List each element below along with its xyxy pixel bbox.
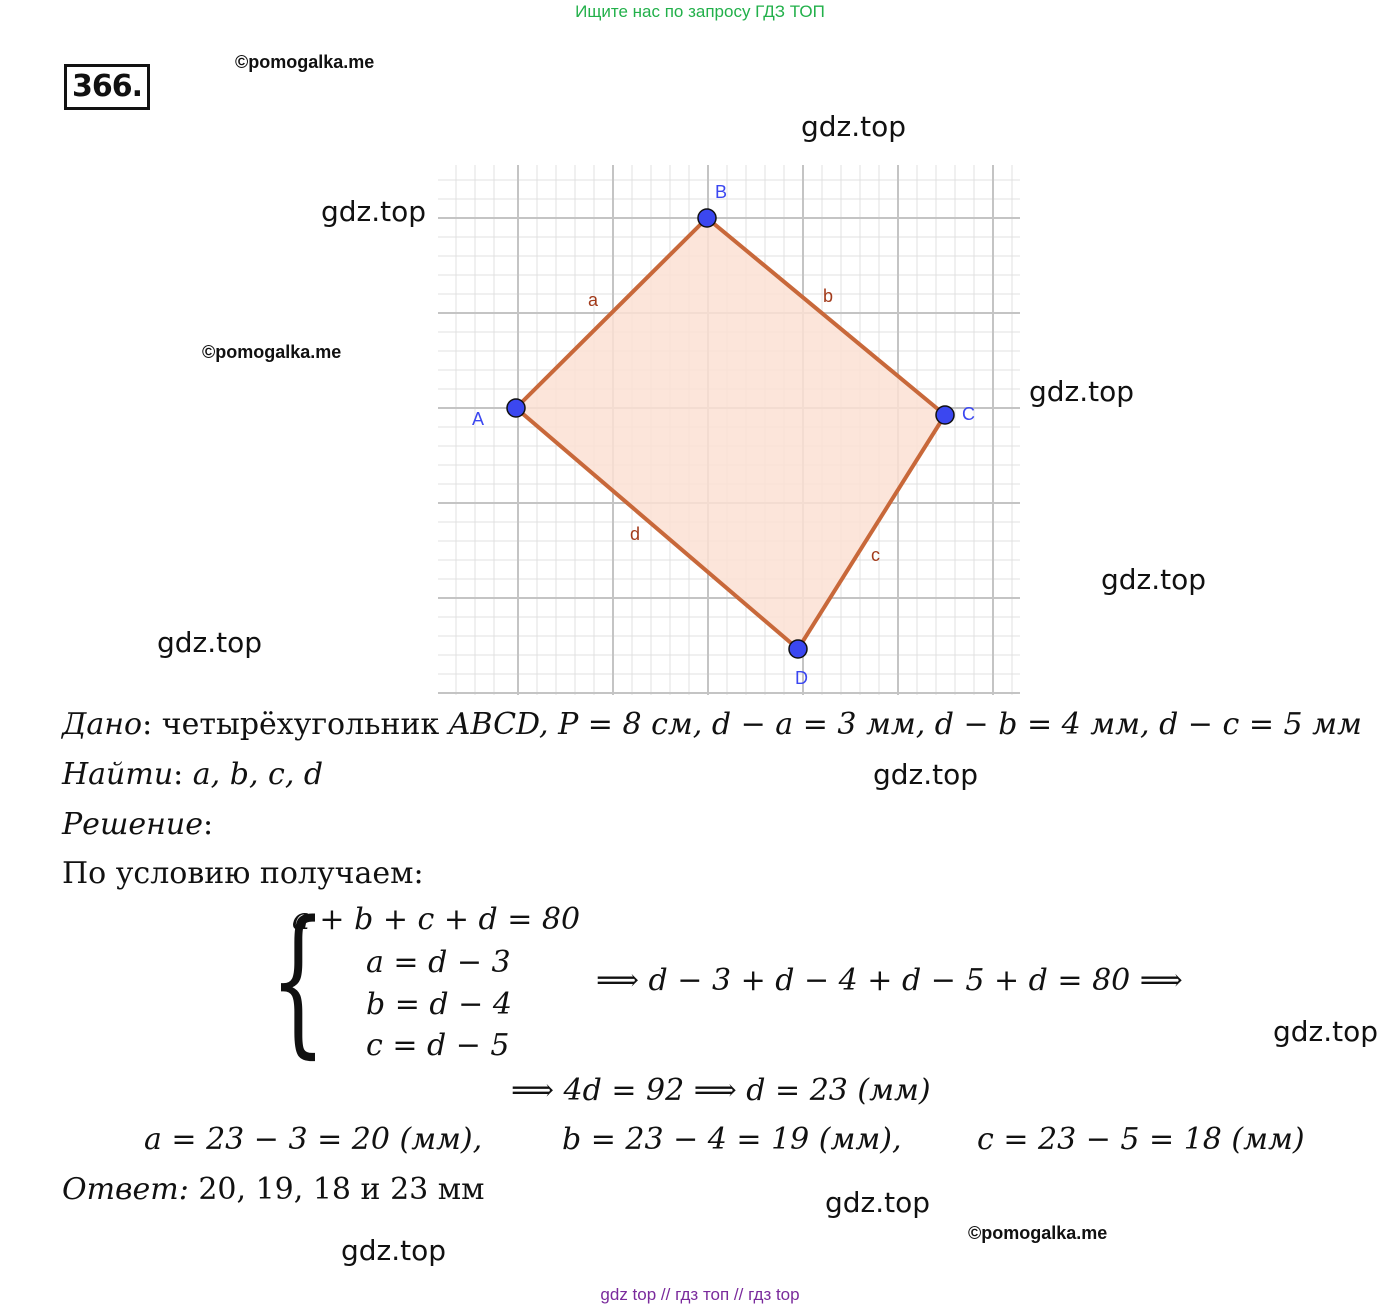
system-eq1: a + b + c + d = 80 xyxy=(292,902,581,937)
side-label-b: b xyxy=(823,286,834,306)
gdz-watermark: gdz.top xyxy=(157,626,263,659)
given-shape: ABCD xyxy=(448,707,540,742)
vertex-label-c: C xyxy=(962,404,975,424)
system-eq4: c = d − 5 xyxy=(366,1028,510,1063)
result-b: b = 23 − 4 = 19 (мм), xyxy=(562,1122,902,1157)
given-label: Дано xyxy=(62,707,143,742)
given-line xyxy=(62,707,1362,742)
top-banner: Ищите нас по запросу ГДЗ ТОП xyxy=(575,2,825,21)
vertex-label-d: D xyxy=(795,668,808,688)
gdz-watermark: gdz.top xyxy=(801,110,907,143)
quadrilateral-fill xyxy=(516,218,945,649)
find-text: : xyxy=(173,757,193,792)
copyright-watermark: ©pomogalka.me xyxy=(968,1223,1108,1243)
vertex-point-d xyxy=(789,640,807,658)
solution-label: Решение xyxy=(62,807,203,842)
result-c: c = 23 − 5 = 18 (мм) xyxy=(977,1122,1305,1157)
find-label: Найти xyxy=(62,757,174,792)
gdz-watermark: gdz.top xyxy=(1029,375,1135,408)
problem-number: 366. xyxy=(64,64,150,110)
answer-label: Ответ: xyxy=(62,1172,189,1207)
side-label-a: a xyxy=(588,290,599,310)
find-values: a, b, c, d xyxy=(192,757,324,792)
intro-line: По условию получаем: xyxy=(62,856,424,891)
step1-line: ⟹ d − 3 + d − 4 + d − 5 + d = 80 ⟹ xyxy=(596,963,1183,998)
gdz-watermark: gdz.top xyxy=(1273,1015,1379,1048)
gdz-watermark: gdz.top xyxy=(321,195,427,228)
step2-line: ⟹ 4d = 92 ⟹ d = 23 (мм) xyxy=(511,1073,931,1108)
result-a: a = 23 − 3 = 20 (мм), xyxy=(144,1122,483,1157)
gdz-watermark: gdz.top xyxy=(873,758,979,791)
given-text: : четырёхугольник xyxy=(142,707,449,742)
gdz-watermark: gdz.top xyxy=(825,1186,931,1219)
quadrilateral-figure xyxy=(437,163,1022,696)
find-line xyxy=(62,757,323,792)
vertex-point-c xyxy=(936,406,954,424)
system-eq3: b = d − 4 xyxy=(366,987,512,1022)
gdz-watermark: gdz.top xyxy=(1101,563,1207,596)
vertex-label-a: A xyxy=(472,409,485,429)
answer-text: 20, 19, 18 и 23 мм xyxy=(188,1172,485,1207)
copyright-watermark: ©pomogalka.me xyxy=(202,342,342,362)
vertex-label-b: B xyxy=(715,182,728,202)
side-label-c: c xyxy=(871,545,880,565)
solution-line xyxy=(62,807,213,842)
footer-links: gdz top // гдз топ // гдз top xyxy=(600,1285,800,1304)
gdz-watermark: gdz.top xyxy=(341,1234,447,1267)
answer-line xyxy=(62,1172,484,1207)
system-eq2: a = d − 3 xyxy=(366,945,511,980)
given-conditions: , P = 8 см, d − a = 3 мм, d − b = 4 мм, d − c = 5 мм xyxy=(539,707,1362,742)
solution-text: : xyxy=(202,807,214,842)
vertex-point-a xyxy=(507,399,525,417)
copyright-watermark: ©pomogalka.me xyxy=(235,52,375,72)
system-brace: { xyxy=(270,886,326,1073)
vertex-point-b xyxy=(698,209,716,227)
side-label-d: d xyxy=(630,524,641,544)
